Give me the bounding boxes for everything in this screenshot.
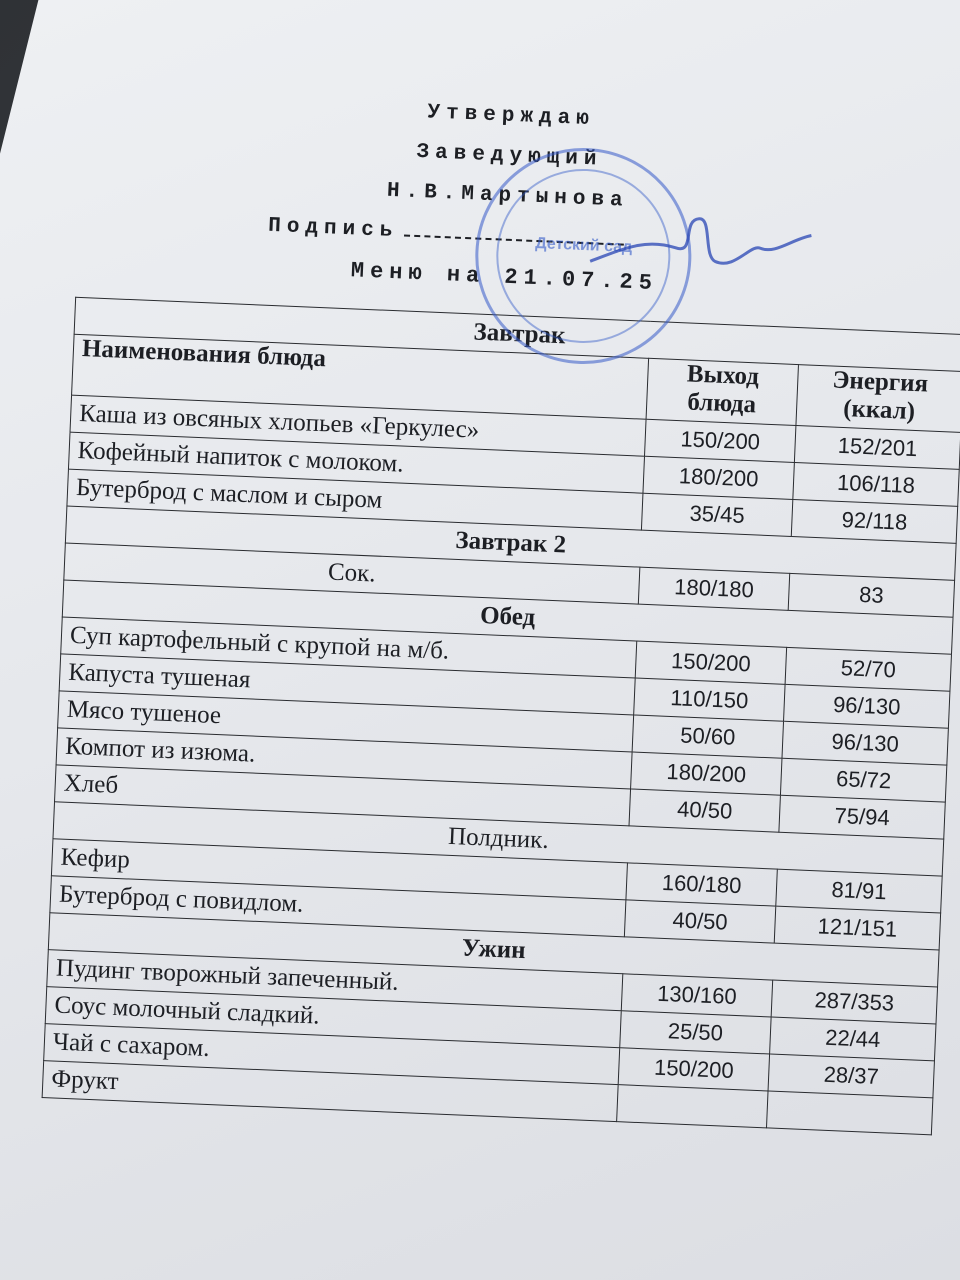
dish-output: 35/45: [641, 493, 792, 536]
dish-output: 150/200: [645, 419, 796, 462]
section-title: Полдник.: [53, 802, 944, 876]
column-header-output: Выход блюда: [646, 358, 798, 425]
dish-energy: 287/353: [771, 980, 937, 1024]
dish-name: Капуста тушеная: [59, 654, 635, 715]
dish-energy: [766, 1091, 932, 1135]
dish-name: Кофейный напиток с молоком.: [68, 432, 644, 493]
dish-energy: 83: [788, 573, 954, 617]
dish-output: 180/180: [638, 567, 789, 610]
signature-label: Подпись: [267, 214, 399, 244]
dish-energy: 75/94: [779, 795, 945, 839]
menu-table: [42, 297, 960, 1136]
dish-energy: 96/130: [784, 684, 950, 728]
dish-energy: 96/130: [782, 721, 948, 765]
dish-energy: 106/118: [793, 462, 959, 506]
dish-energy: 52/70: [785, 647, 951, 691]
section-title: Завтрак 2: [65, 506, 956, 580]
dish-energy: 22/44: [770, 1017, 936, 1061]
approve-line: Утверждаю: [426, 101, 596, 132]
document: [20, 86, 960, 1135]
section-title: Ужин: [48, 913, 939, 987]
dish-output: 130/160: [621, 974, 772, 1017]
dish-name: Каша из овсяных хлопьев «Геркулес»: [70, 395, 646, 456]
dish-output: [617, 1085, 768, 1128]
dish-output: 25/50: [620, 1011, 771, 1054]
dish-name: Бутерброд с повидлом.: [50, 876, 626, 937]
dish-energy: 81/91: [776, 869, 942, 913]
dish-name: Хлеб: [55, 765, 631, 826]
dish-name: Мясо тушеное: [58, 691, 634, 752]
dish-output: 110/150: [634, 678, 785, 721]
dish-name: Чай с сахаром.: [44, 1024, 620, 1085]
dish-name: Компот из изюма.: [56, 728, 632, 789]
approval-header: [53, 86, 960, 334]
dish-energy: 92/118: [791, 499, 957, 543]
name-line: Н.В.Мартынова: [386, 179, 630, 213]
dish-output: 40/50: [624, 900, 775, 943]
dish-energy: 121/151: [774, 906, 940, 950]
dish-name: Бутерброд с маслом и сыром: [67, 469, 643, 530]
dish-name: Фрукт: [42, 1061, 618, 1122]
dish-output: 180/200: [631, 752, 782, 795]
dish-name: Соус молочный сладкий.: [45, 987, 621, 1048]
section-title: Завтрак: [74, 297, 960, 371]
dish-energy: 65/72: [780, 758, 946, 802]
dish-name: Пудинг творожный запеченный.: [47, 950, 623, 1011]
dish-output: 50/60: [632, 715, 783, 758]
dish-energy: 28/37: [768, 1054, 934, 1098]
dish-name: Сок.: [64, 543, 640, 604]
menu-date-line: Меню на 21.07.25: [350, 258, 659, 297]
dish-name: Суп картофельный с крупой на м/б.: [61, 617, 637, 678]
signature-scribble: [585, 206, 818, 286]
dish-output: 150/200: [635, 641, 786, 684]
dish-energy: 152/201: [794, 426, 960, 470]
column-header-dish: Наименования блюда: [72, 334, 649, 419]
section-title: Обед: [62, 580, 953, 654]
dish-output: 40/50: [629, 789, 780, 832]
position-line: Заведующий: [416, 140, 603, 172]
dish-output: 160/180: [626, 863, 777, 906]
stamp-text: Детский сад: [534, 234, 633, 257]
dish-output: 150/200: [618, 1048, 769, 1091]
dish-name: Кефир: [51, 839, 627, 900]
dish-output: 180/200: [643, 456, 794, 499]
column-header-energy: Энергия (ккал): [796, 365, 960, 433]
